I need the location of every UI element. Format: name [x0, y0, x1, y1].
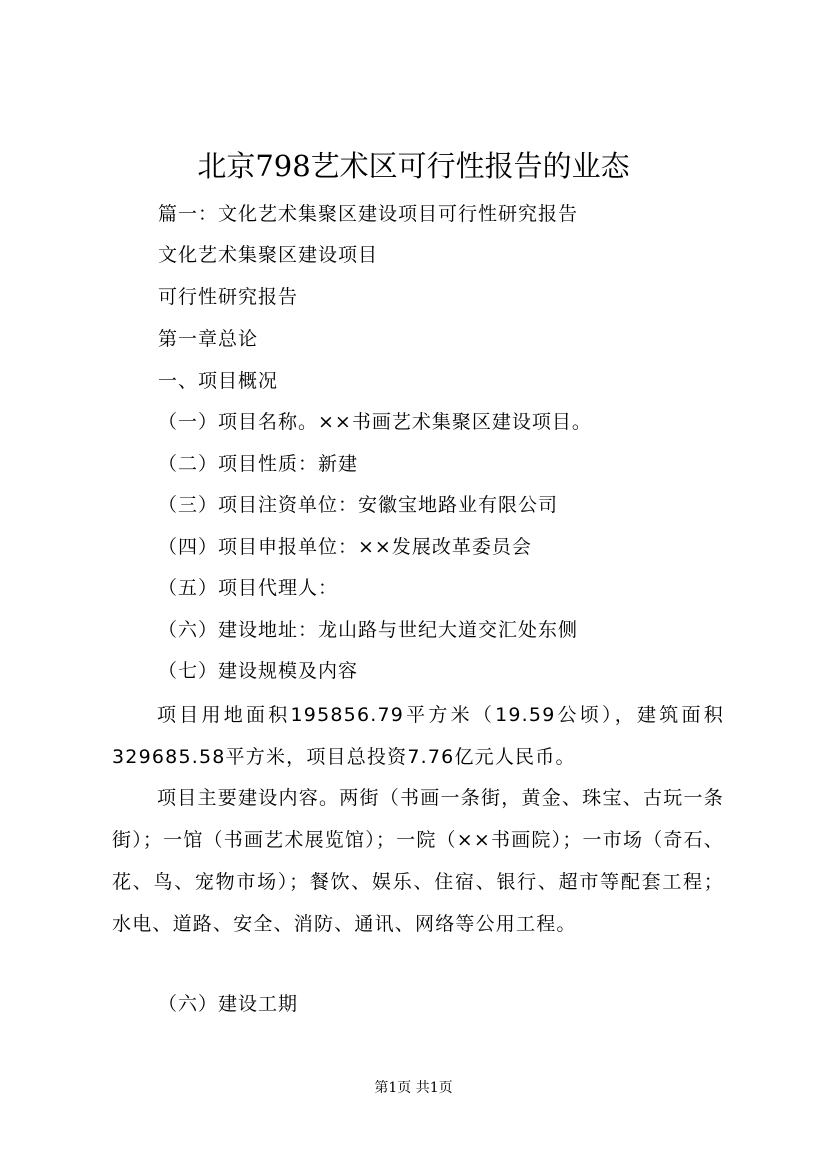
list-item: （四）项目申报单位：××发展改革委员会 [158, 536, 532, 558]
document-title: 北京798艺术区可行性报告的业态 [197, 149, 630, 183]
list-item: （二）项目性质：新建 [158, 453, 359, 475]
list-item: （三）项目注资单位：安徽宝地路业有限公司 [158, 494, 559, 516]
list-item: （六）建设地址：龙山路与世纪大道交汇处东侧 [158, 619, 579, 641]
project-name-line: 文化艺术集聚区建设项目 [158, 244, 379, 266]
list-item: （一）项目名称。××书画艺术集聚区建设项目。 [158, 411, 592, 433]
subsection-heading: 一、项目概况 [158, 370, 279, 392]
list-item: （五）项目代理人： [158, 577, 339, 599]
list-item: （七）建设规模及内容 [158, 660, 359, 682]
page-number-footer: 第1页 共1页 [374, 1080, 453, 1096]
chapter-heading: 第一章总论 [158, 328, 259, 350]
list-item: （六）建设工期 [158, 993, 299, 1015]
body-paragraph: 项目主要建设内容。两街（书画一条街，黄金、珠宝、古玩一条街）；一馆（书画艺术展览馆）；一院（××书画院）；一市场（奇石、花、鸟、宠物市场）；餐饮、娱乐、住宿、银行、超市等配套工程；水电、道路、安全、消防、通讯、网络等公用工程。 [112, 787, 724, 935]
body-paragraph: 项目用地面积195856.79平方米（19.59公顷），建筑面积329685.58平方米，项目总投资7.76亿元人民币。 [112, 704, 724, 768]
report-name-line: 可行性研究报告 [158, 286, 299, 308]
section-heading: 篇一：文化艺术集聚区建设项目可行性研究报告 [158, 203, 579, 225]
